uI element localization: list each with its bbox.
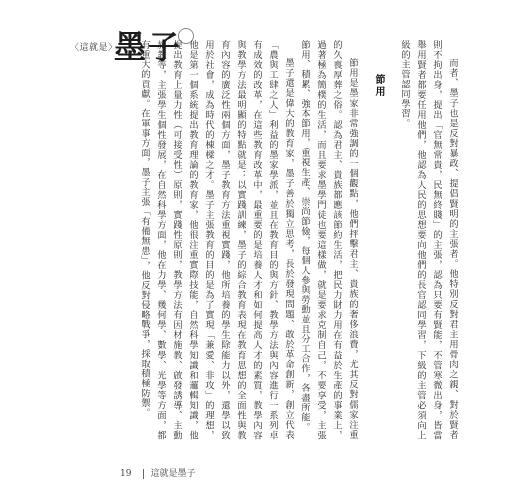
chapter-title-prefix: 〈 這就是 〉 bbox=[70, 40, 118, 53]
running-title: 這就是墨子 bbox=[150, 469, 196, 479]
body-text bbox=[120, 40, 460, 440]
footer-divider bbox=[143, 469, 144, 479]
page-footer bbox=[120, 466, 195, 479]
paragraph: 而者、墨子也是反對暴政、提倡賢明的主張者。他特別反對君主用骨肉之親、對於賢者則不拘出身，提出「官無常貴，民無終賤」的主張，認為只要有賢能，不管寒微出身，皆當舉用賢者都要任用他們，他認為人民的思想要向他們的長官認同學習，下級的主管必須向上級的主管認同學習。 bbox=[399, 40, 458, 440]
paragraph: 墨子還是偉大的教育家，墨子善於獨立思考，長於發現問題、敢於革命創新，創立代表「農與工肆之人」利益的墨家學派，並且在教育目的與方針、教學方法與內容進行一系列卓有成效的改革，在這些教育改革中，最重要的是培養人才和如何提高人才的素質，教學內容與教學方法最明顯的特點就是：以實踐訓練，墨子的綜合教育表現在教育思想的全面性與教育內容的廣泛性兩個方面，墨子教育方法重視實踐，他所培養的學生除能力以外，還學以致用於社會，成為時代的棟樑之才。墨子主張教育的目的是為了實現「兼愛、非攻」的理想，他是第一個系統提出教育理論的教育家，他很注重實際技能，自然科學知識和邏輯知識，他提出教育上量力性（可接受性）原則，實踐性原則，教學方法有因材施教、啟發誘導、主動施教等，主張學生個性發展，在自然科學方面，他在力學、幾何學、數學、光學等方面，都有重大的貢獻。在軍事方面，墨子主張「有備無患」，他反對侵略戰爭，採取積極防禦。 bbox=[139, 40, 294, 440]
page-number: 19 bbox=[120, 469, 132, 479]
section-heading: 節用 bbox=[373, 74, 384, 98]
paragraph: 節用是墨家非常強調的一個觀點，他們抨擊君主、貴族的奢侈浪費，尤其反對儒家注重的久喪厚葬之俗。認為君主、貴族都應該節約生活，把民力財力用在有益於生產的事業上，過著極為簡樸的生活，而且要求墨學門徒也要這樣做，就是要求克制自己，不要享受，主張節用、積累、強本節用，重視生產、崇尚節儉，每個人參與勞動並且分工合作，各盡所能。 bbox=[299, 40, 358, 440]
chapter-title-main: 墨子 bbox=[114, 28, 183, 66]
